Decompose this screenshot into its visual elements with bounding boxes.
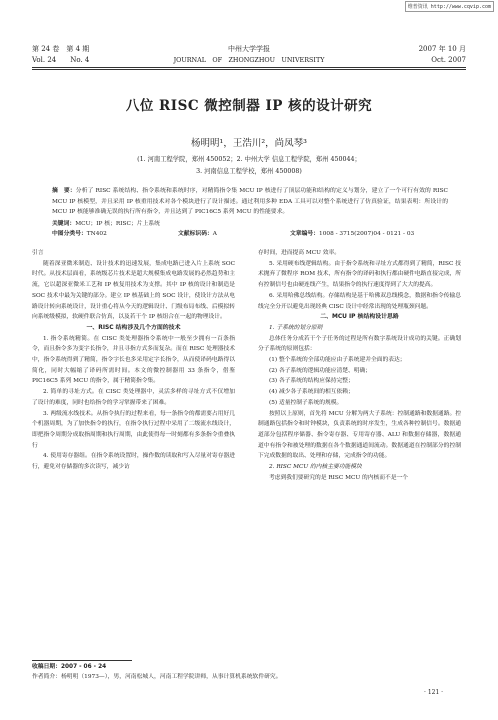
- section-heading: 一、RISC 结构涉及几个方面的技术: [86, 324, 181, 331]
- paragraph: 按照以上原则，首先将 MCU 分解为两大子系统：控制通路和数据通路。控制通路包括指令和时钟模块，负责系统的时序发生，生成各种控制信号。数据通道部分包括程序储器、指令寄存器、专用寄存器、ALU 和数据存储器，数据通道中有指令和被处理的数据在各个数据通道间流动。数据通道在控制部分的控制下完成数据的取出、处理和存储，完成指令的功能。: [258, 410, 461, 460]
- header-rule: [32, 67, 466, 68]
- paragraph: 随着深亚微米制造、设计技术的迅速发展，集成电路已进入片上系统 SOC 时代。从技术层面看，系统级芯片技术是超大规模集成电路发展的必然趋势和主流，它以超深亚微米工艺和 IP 核复用技术为支撑。其中 IP 核的设计和制造是 SOC 技术中最为关键的部分。建立 IP 核基础上的 SOC 设计，使设计方法从电路设计转向系统设计，设计重心将从今天的逻辑设计、门级布局布线、后模拟转向系统级模拟，软硬件联合仿真，以及若干个 IP 核组合在一起的物理设计。: [32, 260, 235, 321]
- right-column: [258, 248, 461, 483]
- paragraph: 5. 采用硬布线逻辑结构。由于指令系统和寻址方式都得到了精简，RISC 技术抛弃了微程序 ROM 技术，所有指令的译码和执行都由硬件电路直接完成，所有控制信号也由硬连线产生，结果指令的执行速度得到了大大的提高。: [258, 260, 461, 289]
- paragraph: (5) 适量控制子系统的规模。: [269, 399, 343, 406]
- volume-en: Vol. 24 No. 4: [32, 56, 90, 64]
- paragraph: (1) 整个系统的全部功能应由子系统建并全面的表达；: [269, 357, 406, 364]
- paragraph: 考虑到我们要研究的是 RISC MCU 的内核而不是一个: [269, 474, 409, 481]
- paragraph: 3. 两级流水线技术。从指令执行的过程来看，每一条指令的都需要占用好几个机器周期，为了加快指令的执行，在指令执行过程中采用了二级流水线设计，即把指令周期分成取指周期和执行周期，由此使得每一时刻都有多条指令重叠执行: [32, 410, 235, 449]
- affiliation-line-2: 3. 河南信息工程学校，郑州 450008): [196, 168, 302, 175]
- journal-en: JOURNAL OF ZHONGZHOU UNIVERSITY: [173, 56, 325, 64]
- paragraph: 总体任务分成若干个子任务的过程是所有数字系统设计成功的关键。正确划分子系统的原则包括：: [258, 335, 461, 353]
- paragraph: 4. 使用寄存器组。在指令系统设置时，操作数的读取和写入尽量对寄存器进行，避免对存储器的多次读写，减少访: [32, 453, 235, 471]
- keywords-text: MCU；IP 核；RISC；片上系统: [75, 221, 160, 227]
- watermark: 维普资讯 http://www.cqvip.com: [405, 1, 494, 12]
- paragraph: 存时间，进而提高 MCU 效率。: [258, 250, 341, 256]
- subsection-heading: 2. RISC MCU 的内核主要功能模块: [269, 464, 362, 471]
- paragraph: (2) 各子系统的逻辑功能应清楚、明确；: [269, 367, 371, 374]
- document-code: [178, 228, 217, 237]
- journal-cn: 中州大学学报: [228, 45, 270, 53]
- document-code-value: A: [212, 231, 217, 237]
- section-heading: 二、MCU IP 核结构设计思路: [320, 314, 399, 321]
- subsection-heading: 1. 子系统的划分原则: [269, 324, 323, 331]
- header-rule-2: [32, 69, 466, 70]
- paragraph: 2. 简单的寻址方式。在 CISC 类处理器中，灵活多样的寻址方式不仅增加了设计的难度，同时也给指令的学习掌握带来了困难。: [32, 389, 235, 406]
- affiliation-line-1: (1. 河南工程学院，郑州 450052；2. 中州大学 信息工程学院，郑州 450044；: [137, 156, 361, 163]
- article-number-value: 1008 - 3715(2007)04 - 0121 - 03: [319, 231, 415, 237]
- paper-title: 八位 RISC 微控制器 IP 核的设计研究: [125, 98, 373, 114]
- received-date: 收稿日期：2007 - 06 - 24: [32, 664, 107, 670]
- date-en: Oct. 2007: [431, 56, 466, 64]
- clc-value: TN402: [86, 231, 107, 237]
- volume-cn: 第 24 卷 第 4 期: [32, 45, 90, 53]
- footnote-rule: [32, 660, 132, 661]
- date-cn: 2007 年 10 月: [418, 45, 466, 53]
- paragraph: (3) 各子系统的结构应保持完整；: [269, 378, 354, 385]
- abstract-label: 摘 要：: [52, 188, 76, 194]
- page-number: · 121 ·: [424, 689, 444, 696]
- authors: 杨明明¹，王浩川²，尚凤琴³: [191, 138, 307, 149]
- paragraph: 1. 指令系统精简。在 CISC 类处理器指令系统中一般至少拥有一百条指令，而且指令多为变字长指令，并且寻指方式多而复杂。而在 RISC 处理器技术中，指令系统得到了精简，指令字长也多采用定字长指令，从而使译码电路得以简化，同时大幅缩了译码所需时间。本文的微控制器用 33 条指令，借鉴 PIC16C5 系列 MCU 的指令，属于精简指令集。: [32, 335, 235, 385]
- paragraph: (4) 减少各子系统间的相互依赖；: [269, 389, 354, 396]
- clc-number: [52, 228, 107, 237]
- document-code-label: 文献标识码：: [178, 231, 213, 237]
- footnote: [32, 662, 282, 682]
- paragraph: 引言: [32, 250, 44, 256]
- keywords-label: 关键词：: [52, 221, 76, 227]
- left-column: [32, 248, 235, 473]
- paragraph: 6. 采用哈佛总线结构。存储结构是基于哈佛双总线模念，数据和指令传输总线完全分开以避免出现经典 CISC 设计中经常出现的处理瓶颈问题。: [258, 292, 461, 310]
- abstract-text: 分析了 RISC 系统结构、指令系统和系统时序，对精简指令集 MCU IP 核进行了顶层功能和结构的定义与划分，建立了一个可行有效的 RISC MCU IP 核模型，并且采用 IP 核重用技术对各个模块进行了设计描述。通过利用多种 EDA 工具可以对整个系统进行了仿真验证，结果表明：所设计的 MCU IP 核能够准确无误的执行所有指令，并且达到了 PIC16C5 系列 MCU 的性能要求。: [52, 188, 448, 215]
- article-number: [290, 228, 414, 237]
- abstract: [52, 186, 448, 218]
- article-number-label: 文章编号：: [290, 231, 319, 237]
- author-bio: 作者简介：杨明明（1973—），男，河南松城人，河南工程学院讲师，从事计算机系统软件研究。: [32, 674, 282, 680]
- clc-label: 中图分类号：: [52, 231, 87, 237]
- keywords: [52, 218, 160, 227]
